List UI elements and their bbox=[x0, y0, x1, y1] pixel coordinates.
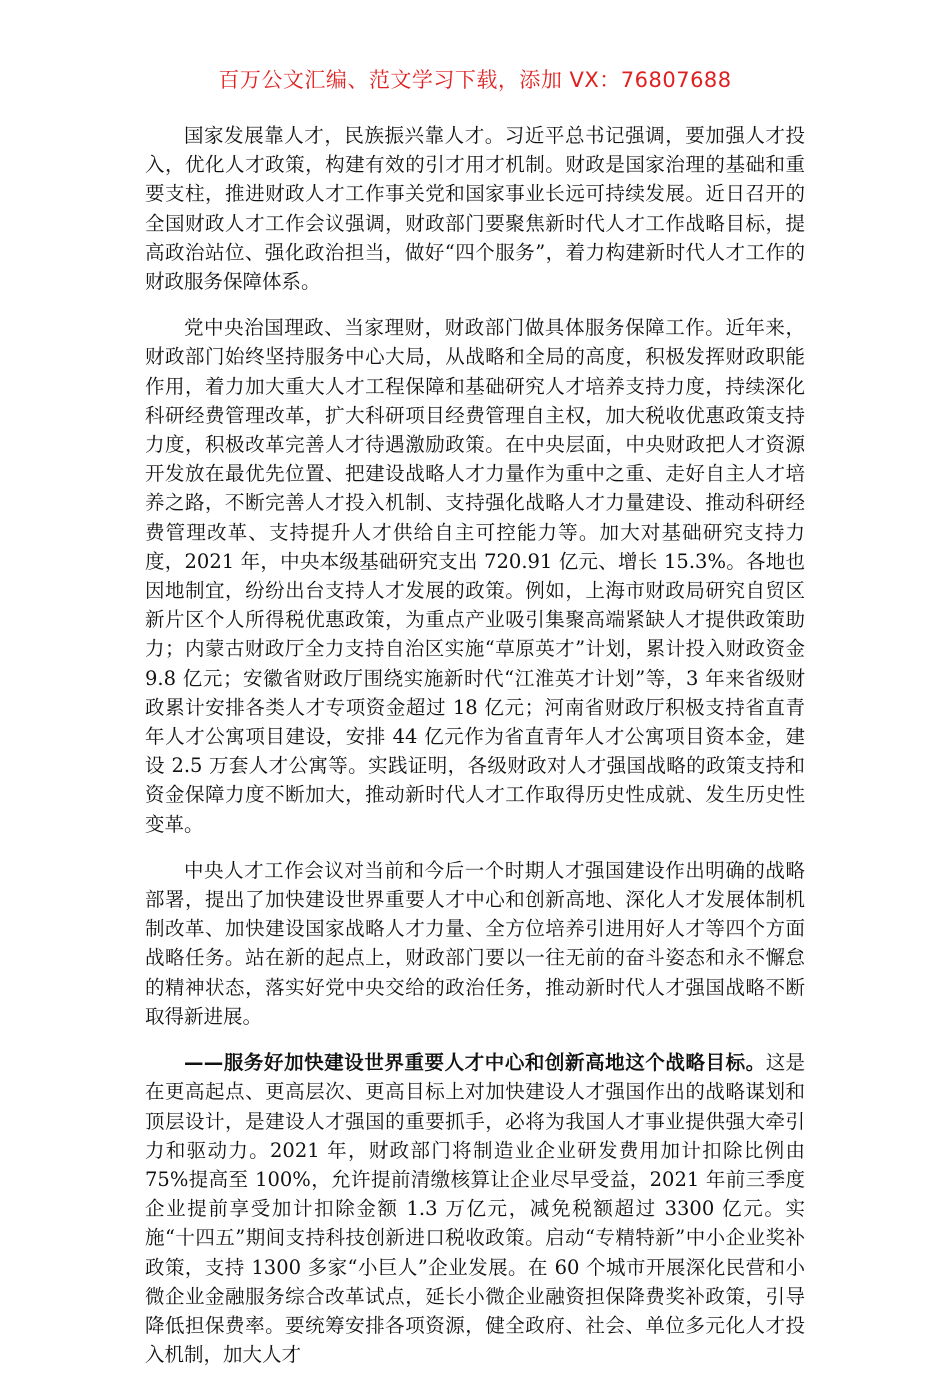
paragraph-3 bbox=[145, 856, 805, 1031]
paragraph-2 bbox=[145, 313, 805, 839]
paragraph-3-text: 中央人才工作会议对当前和今后一个时期人才强国建设作出明确的战略部署，提出了加快建设世界重要人才中心和创新高地、深化人才发展体制机制改革、加快建设国家战略人才力量、全方位培养引进用好人才等四个方面战略任务。站在新的起点上，财政部门要以一往无前的奋斗姿态和永不懈怠的精神状态，落实好党中央交给的政治任务，推动新时代人才强国战略不断取得新进展。 bbox=[145, 858, 805, 1028]
paragraph-2-text: 党中央治国理政、当家理财，财政部门做具体服务保障工作。近年来，财政部门始终坚持服务中心大局，从战略和全局的高度，积极发挥财政职能作用，着力加大重大人才工程保障和基础研究人才培养支持力度，持续深化科研经费管理改革，扩大科研项目经费管理自主权，加大税收优惠政策支持力度，积极改革完善人才待遇激励政策。在中央层面，中央财政把人才资源开发放在最优先位置、把建设战略人才力量作为重中之重、走好自主人才培养之路，不断完善人才投入机制、支持强化战略人才力量建设、推动科研经费管理改革、支持提升人才供给自主可控能力等。加大对基础研究支持力度，2021 年，中央本级基础研究支出 720.91 亿元、增长 15.3%。各地也因地制宜，纷纷出台支持人才发展的政策。例如，上海市财政局研究自贸区新片区个人所得税优惠政策，为重点产业吸引集聚高端紧缺人才提供政策助力；内蒙古财政厅全力支持自治区实施“草原英才”计划，累计投入财政资金 9.8 亿元；安徽省财政厅围绕实施新时代“江淮英才计划”等，3 年来省级财政累计安排各类人才专项资金超过 18 亿元；河南省财政厅积极支持省直青年人才公寓项目建设，安排 44 亿元作为省直青年人才公寓项目资本金，建设 2.5 万套人才公寓等。实践证明，各级财政对人才强国战略的政策支持和资金保障力度不断加大，推动新时代人才工作取得历史性成就、发生历史性变革。 bbox=[145, 316, 805, 836]
paragraph-1 bbox=[145, 121, 805, 296]
paragraph-4-text: 这是在更高起点、更高层次、更高目标上对加快建设人才强国作出的战略谋划和顶层设计，是建设人才强国的重要抓手，必将为我国人才事业提供强大牵引力和驱动力。2021 年，财政部门将制造业企业研发费用加计扣除比例由 75%提高至 100%，允许提前清缴核算让企业尽早受益，2021 年前三季度企业提前享受加计扣除金额 1.3 万亿元，减免税额超过 3300 亿元。实施“十四五”期间支持科技创新进口税收政策。启动“专精特新”中小企业奖补政策，支持 1300 多家“小巨人”企业发展。在 60 个城市开展深化民营和小微企业金融服务综合改革试点，延长小微企业融资担保降费奖补政策，引导降低担保费率。要统筹安排各项资源，健全政府、社会、单位多元化人才投入机制，加大人才 bbox=[145, 1051, 805, 1367]
paragraph-1-text: 国家发展靠人才，民族振兴靠人才。习近平总书记强调，要加强人才投入，优化人才政策，构建有效的引才用才机制。财政是国家治理的基础和重要支柱，推进财政人才工作事关党和国家事业长远可持续发展。近日召开的全国财政人才工作会议强调，财政部门要聚焦新时代人才工作战略目标，提高政治站位、强化政治担当，做好“四个服务”，着力构建新时代人才工作的财政服务保障体系。 bbox=[145, 124, 805, 294]
document-body bbox=[145, 121, 805, 1386]
paragraph-4-lead: ——服务好加快建设世界重要人才中心和创新高地这个战略目标。 bbox=[184, 1051, 766, 1075]
paragraph-4 bbox=[145, 1048, 805, 1369]
header-watermark-text: 百万公文汇编、范文学习下载，添加 VX：76807688 bbox=[218, 68, 732, 92]
